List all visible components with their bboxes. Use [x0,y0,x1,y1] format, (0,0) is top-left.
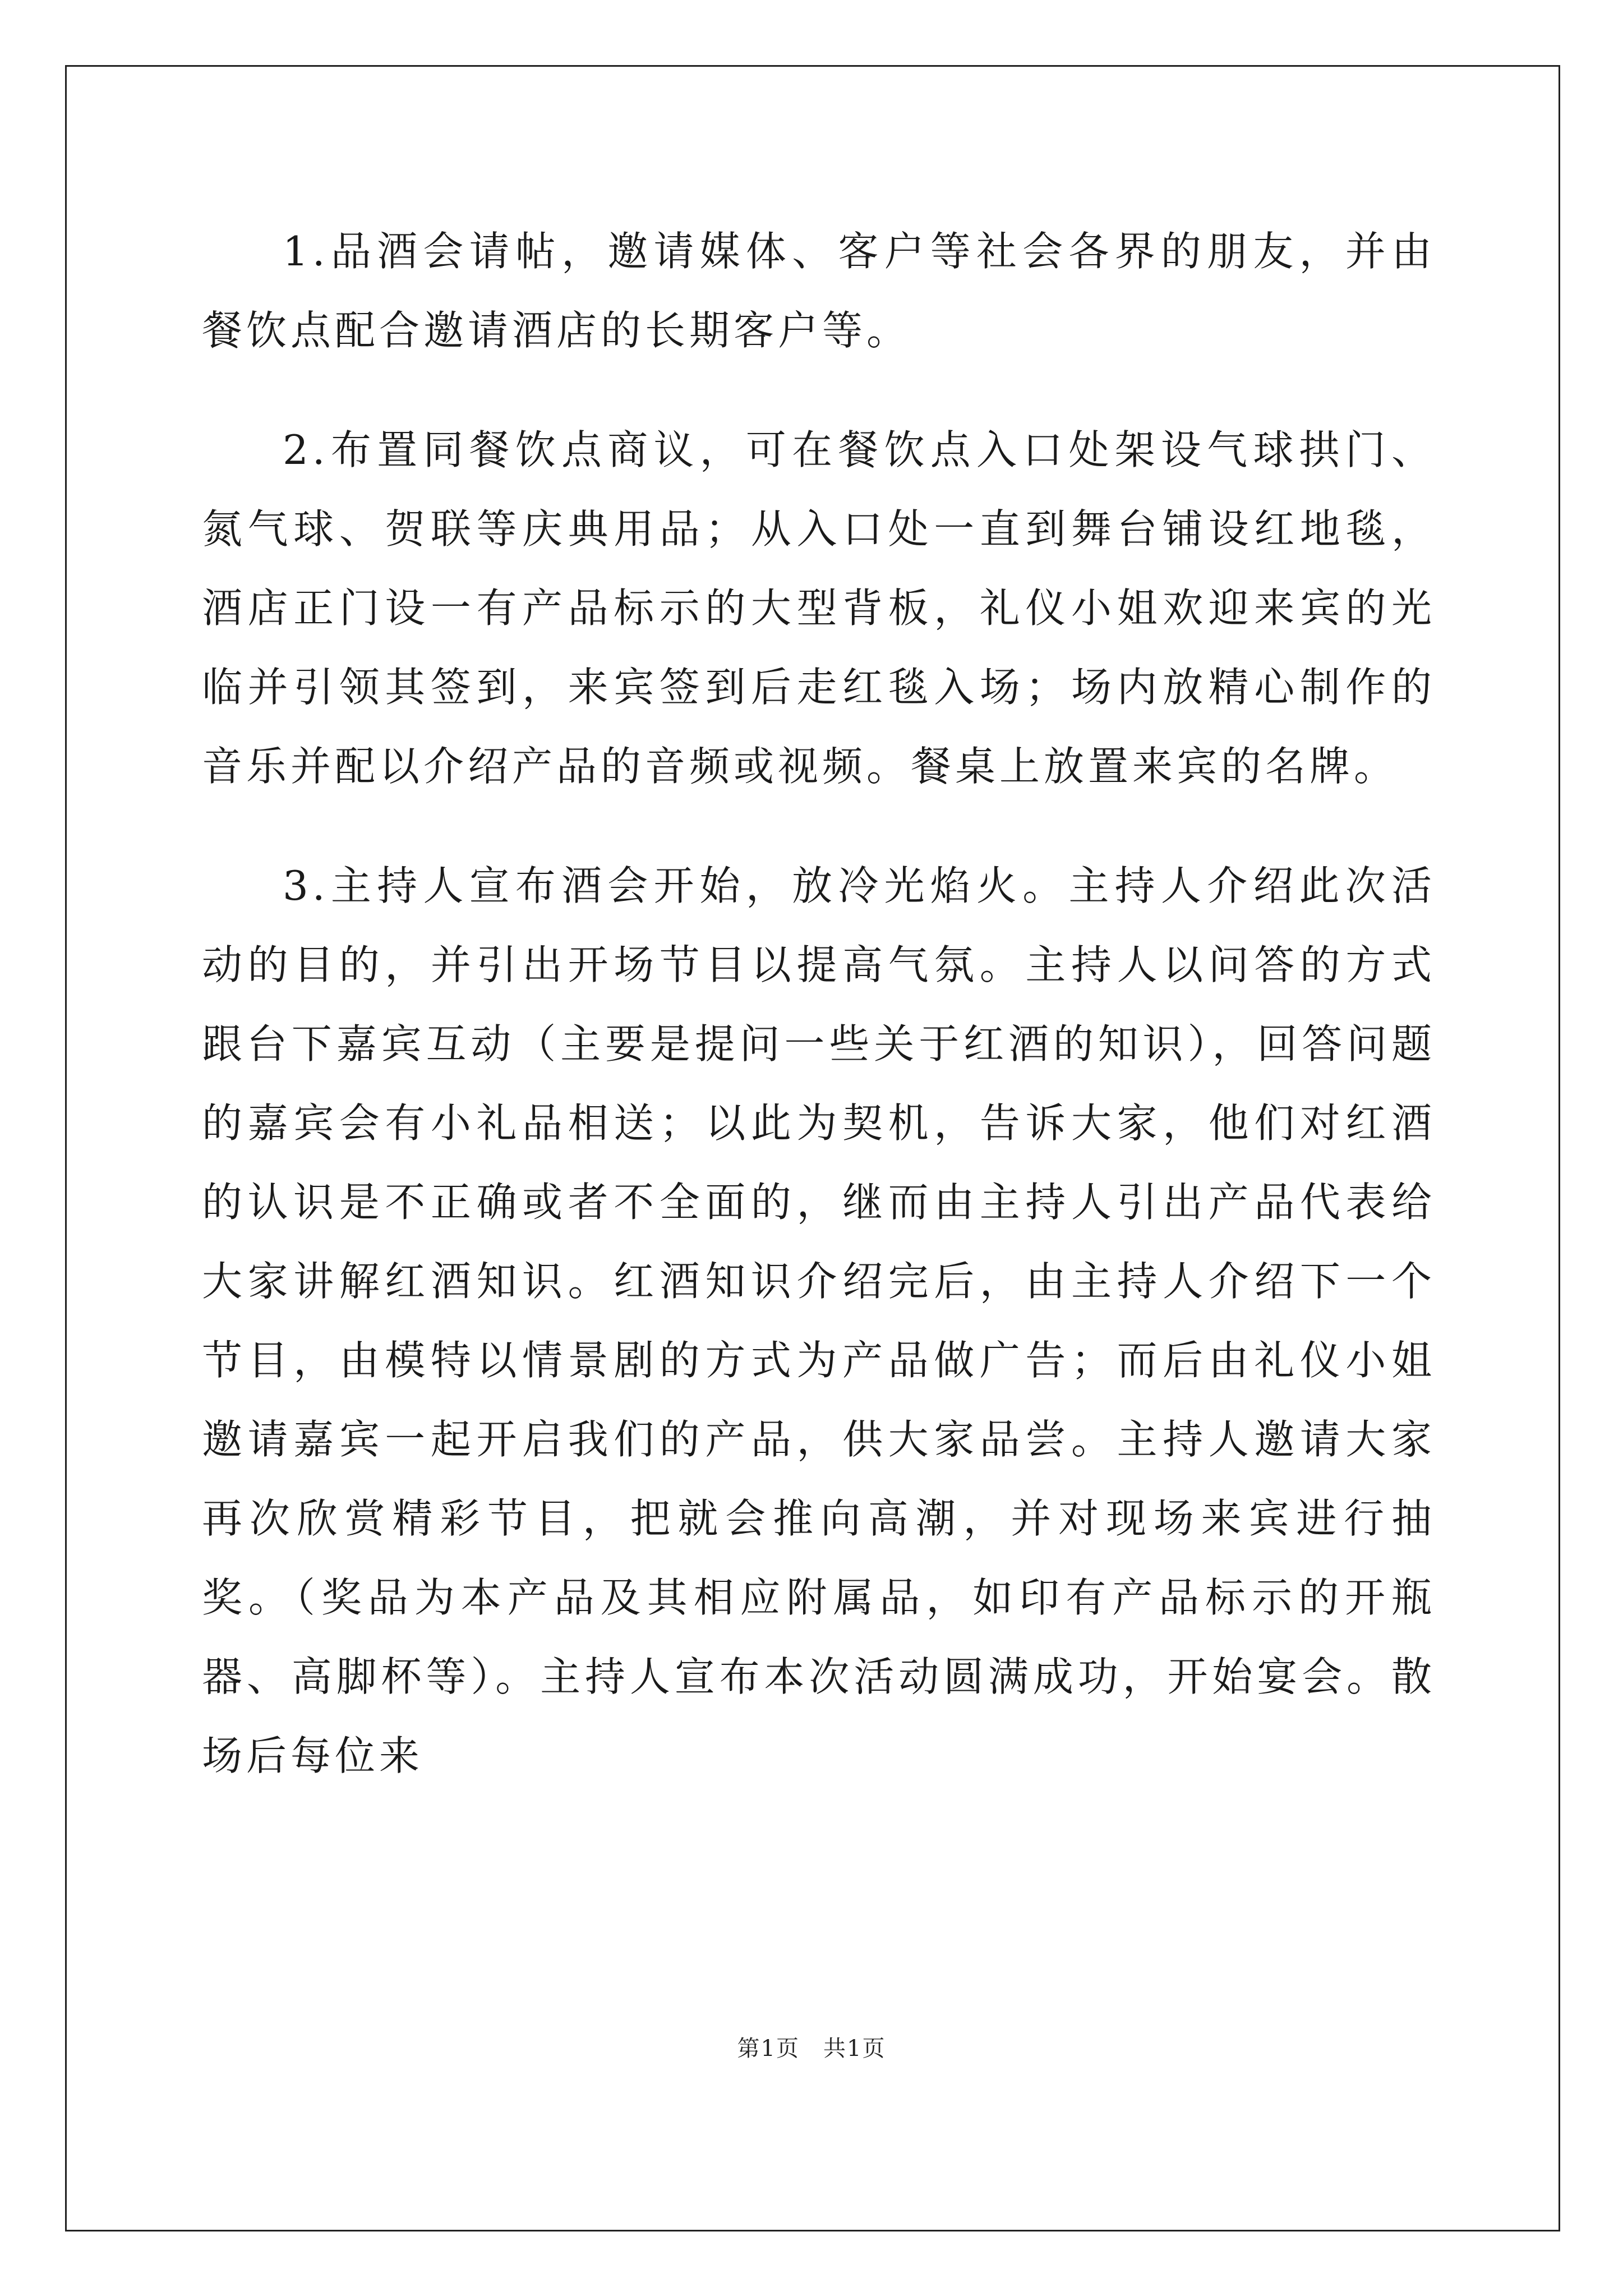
paragraph-3: 3.主持人宣布酒会开始，放冷光焰火。主持人介绍此次活动的目的，并引出开场节目以提高气氛。主持人以问答的方式跟台下嘉宾互动（主要是提问一些关于红酒的知识），回答问题的嘉宾会有小礼品相送；以此为契机，告诉大家，他们对红酒的认识是不正确或者不全面的，继而由主持人引出产品代表给大家讲解红酒知识。红酒知识介绍完后，由主持人介绍下一个节目，由模特以情景剧的方式为产品做广告；而后由礼仪小姐邀请嘉宾一起开启我们的产品，供大家品尝。主持人邀请大家再次欣赏精彩节目，把就会推向高潮，并对现场来宾进行抽奖。（奖品为本产品及其相应附属品，如印有产品标示的开瓶器、高脚杯等）。主持人宣布本次活动圆满成功，开始宴会。散场后每位来 [202,862,1436,1779]
paragraph-1: 1.品酒会请帖，邀请媒体、客户等社会各界的朋友，并由餐饮点配合邀请酒店的长期客户等。 [202,228,1436,354]
document-body [202,212,1436,1796]
paragraph-2: 2.布置同餐饮点商议，可在餐饮点入口处架设气球拱门、氮气球、贺联等庆典用品；从入口处一直到舞台铺设红地毯，酒店正门设一有产品标示的大型背板，礼仪小姐欢迎来宾的光临并引领其签到，来宾签到后走红毯入场；场内放精心制作的音乐并配以介绍产品的音频或视频。餐桌上放置来宾的名牌。 [202,426,1436,790]
page-number-footer: 第1页 共1页 [737,2036,886,2062]
